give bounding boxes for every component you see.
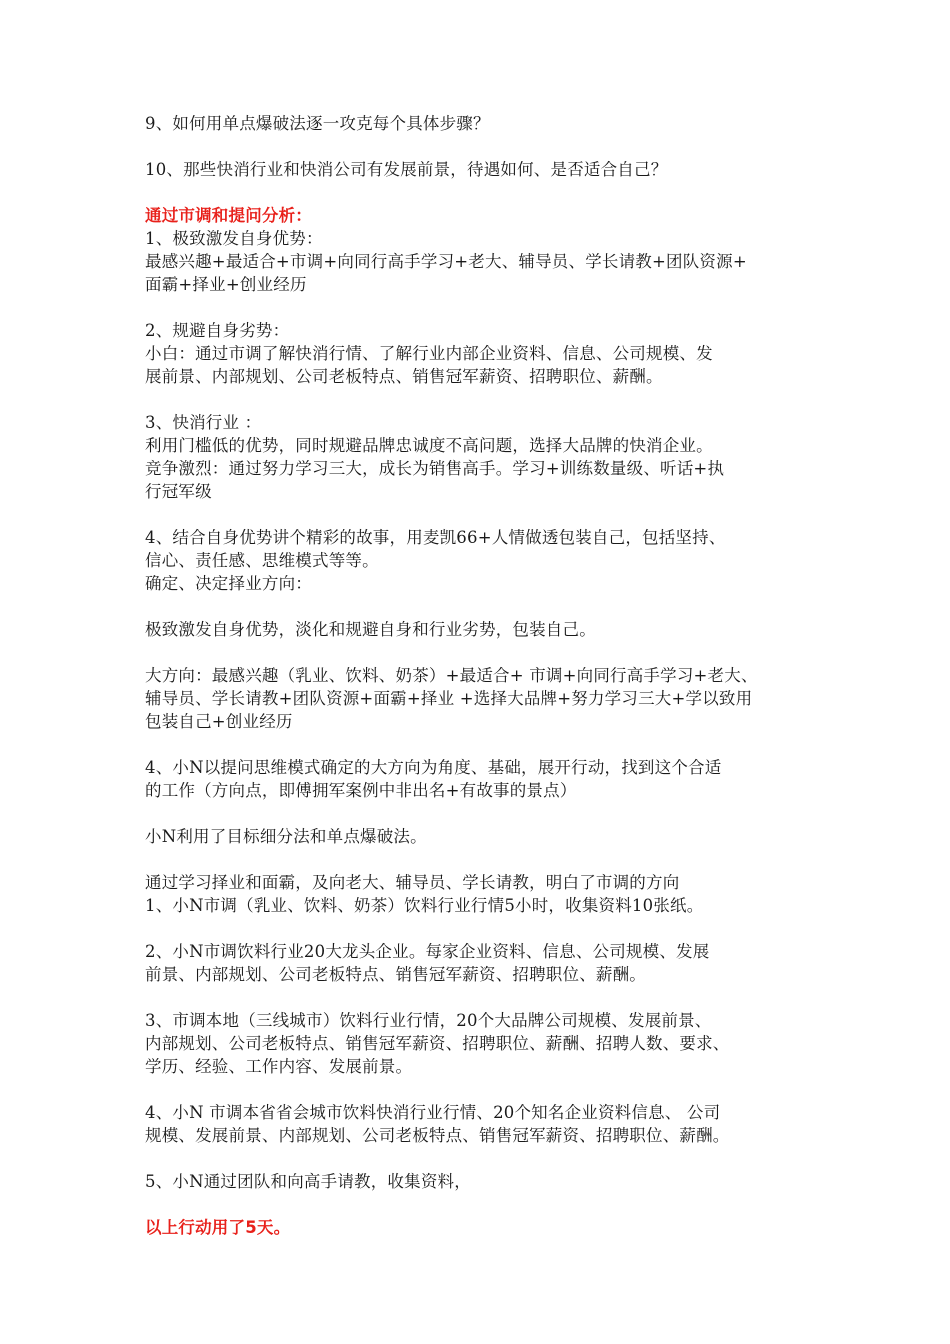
point-1-body: 面霸+择业+创业经历	[145, 275, 307, 294]
research-step-4: 规模、发展前景、内部规划、公司老板特点、销售冠军薪资、招聘职位、薪酬。	[145, 1126, 730, 1145]
research-step-2: 前景、内部规划、公司老板特点、销售冠军薪资、招聘职位、薪酬。	[145, 965, 646, 984]
point-2-body: 展前景、内部规划、公司老板特点、销售冠军薪资、招聘职位、薪酬。	[145, 367, 663, 386]
main-direction: 辅导员、学长请教+团队资源+面霸+择业 +选择大品牌+努力学习三大+学以致用	[145, 689, 753, 708]
research-step-3: 学历、经验、工作内容、发展前景。	[145, 1057, 413, 1076]
research-step-3: 3、市调本地（三线城市）饮料行业行情，20个大品牌公司规模、发展前景、	[145, 1011, 712, 1030]
point-2-body: 小白：通过市调了解快消行情、了解行业内部企业资料、信息、公司规模、发	[145, 344, 713, 363]
section-heading: 通过市调和提问分析：	[145, 206, 312, 225]
research-step-1: 1、小N市调（乳业、饮料、奶茶）饮料行业行情5小时，收集资料10张纸。	[145, 896, 704, 915]
document-page	[145, 112, 810, 1239]
research-step-5: 5、小N通过团队和向高手请教，收集资料，	[145, 1172, 471, 1191]
action-paragraph: 4、小N以提问思维模式确定的大方向为角度、基础，展开行动，找到这个合适	[145, 758, 722, 777]
main-direction: 包装自己+创业经历	[145, 712, 293, 731]
research-step-4: 4、小N 市调本省省会城市饮料快消行业行情、20个知名企业资料信息、 公司	[145, 1103, 721, 1122]
research-intro: 通过学习择业和面霸，及向老大、辅导员、学长请教，明白了市调的方向	[145, 873, 680, 892]
method-note: 小N利用了目标细分法和单点爆破法。	[145, 827, 427, 846]
point-1-title: 1、极致激发自身优势：	[145, 229, 323, 248]
point-3-body: 竞争激烈：通过努力学习三大，成长为销售高手。学习+训练数量级、听话+执	[145, 459, 725, 478]
point-2-title: 2、规避自身劣势：	[145, 321, 290, 340]
research-step-2: 2、小N市调饮料行业20大龙头企业。每家企业资料、信息、公司规模、发展	[145, 942, 710, 961]
point-1-body: 最感兴趣+最适合+市调+向同行高手学习+老大、辅导员、学长请教+团队资源+	[145, 252, 747, 271]
action-paragraph: 的工作（方向点，即傅拥军案例中非出名+有故事的景点）	[145, 781, 577, 800]
question-10: 10、那些快消行业和快消公司有发展前景，待遇如何、是否适合自己？	[145, 160, 668, 179]
point-3-body: 行冠军级	[145, 482, 212, 501]
main-direction: 大方向：最感兴趣（乳业、饮料、奶茶）+最适合+ 市调+向同行高手学习+老大、	[145, 666, 758, 685]
point-3-body: 利用门槛低的优势，同时规避品牌忠诚度不高问题，选择大品牌的快消企业。	[145, 436, 713, 455]
point-4-body: 信心、责任感、思维模式等等。	[145, 551, 379, 570]
point-3-title: 3、快消行业 ：	[145, 413, 262, 432]
point-4-body: 4、结合自身优势讲个精彩的故事，用麦凯66+人情做透包装自己，包括坚持、	[145, 528, 726, 547]
question-9: 9、如何用单点爆破法逐一攻克每个具体步骤？	[145, 114, 490, 133]
research-step-3: 内部规划、公司老板特点、销售冠军薪资、招聘职位、薪酬、招聘人数、要求、	[145, 1034, 730, 1053]
direction-summary: 极致激发自身优势，淡化和规避自身和行业劣势，包装自己。	[145, 620, 596, 639]
direction-title: 确定、决定择业方向：	[145, 574, 312, 593]
closing-highlight: 以上行动用了5天。	[145, 1218, 291, 1237]
